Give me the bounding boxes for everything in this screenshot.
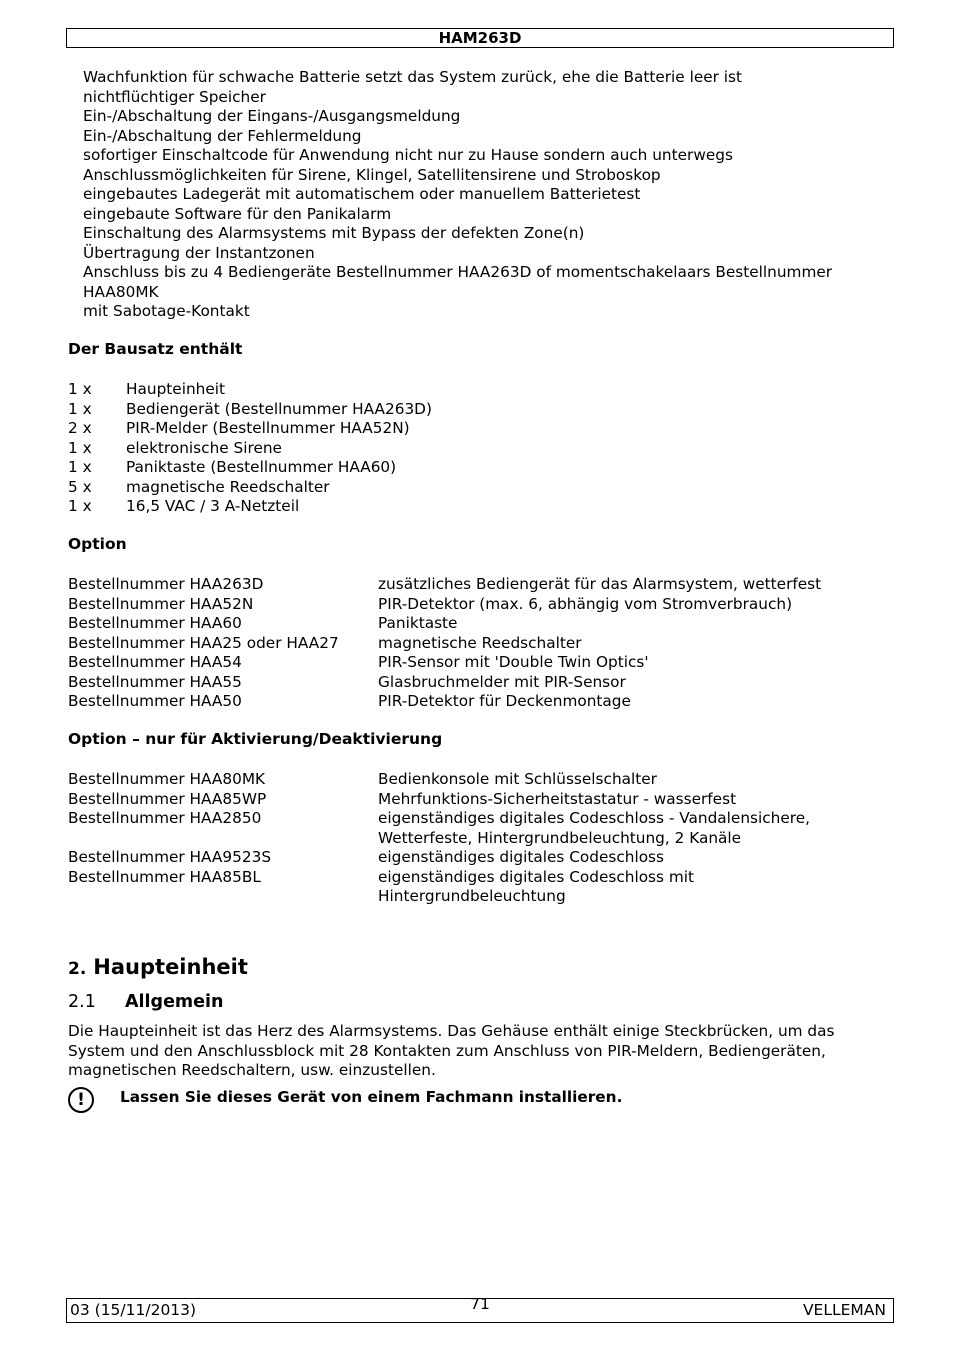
subsection-number: 2.1 <box>68 992 96 1012</box>
option-desc: Mehrfunktions-Sicherheitstastatur - wasserfest <box>378 789 737 808</box>
feature-line: mit Sabotage-Kontakt <box>83 302 250 320</box>
feature-line: Ein-/Abschaltung der Fehlermeldung <box>83 126 362 145</box>
option-code: Bestellnummer HAA55 <box>68 672 242 691</box>
page-number: 71 <box>470 1295 490 1313</box>
option-table <box>68 575 868 712</box>
kit-qty: 2 x <box>68 419 92 437</box>
option-desc: eigenständiges digitales Codeschloss mit Hintergrundbeleuchtung <box>378 867 695 905</box>
section-heading <box>68 953 248 983</box>
option-row <box>68 634 868 654</box>
feature-line: Anschlussmöglichkeiten für Sirene, Klingel, Satellitensirene und Stroboskop <box>83 165 661 184</box>
option-desc: PIR-Sensor mit 'Double Twin Optics' <box>378 653 649 671</box>
body-paragraph: Die Haupteinheit ist das Herz des Alarmsystems. Das Gehäuse enthält einige Steckbrücken, um das System und den Anschlussblock mit 28 Kontakten zum Anschluss von PIR-Meldern, Bediengeräten, magnetischen Reedschaltern, usw. einzustellen. <box>68 1022 835 1079</box>
page-footer <box>66 1295 894 1323</box>
option-row <box>68 790 868 810</box>
kit-item <box>68 439 432 459</box>
option-row <box>68 595 868 615</box>
feature-line: Ein-/Abschaltung der Eingans-/Ausgangsmeldung <box>83 107 461 125</box>
option-code: Bestellnummer HAA54 <box>68 653 242 671</box>
kit-qty: 1 x <box>68 458 92 476</box>
feature-line: eingebaute Software für den Panikalarm <box>83 204 392 223</box>
feature-line: sofortiger Einschaltcode für Anwendung nicht nur zu Hause sondern auch unterwegs <box>83 146 733 164</box>
feature-line: Einschaltung des Alarmsystems mit Bypass der defekten Zone(n) <box>83 224 585 242</box>
kit-item <box>68 458 432 478</box>
feature-line: Übertragung der Instantzonen <box>83 243 315 262</box>
option-row <box>68 809 868 848</box>
kit-item <box>68 497 432 517</box>
option-desc: zusätzliches Bediengerät für das Alarmsystem, wetterfest <box>378 575 822 593</box>
option-row <box>68 770 868 790</box>
kit-item <box>68 400 432 420</box>
feature-line: Wachfunktion für schwache Batterie setzt das System zurück, ehe die Batterie leer ist <box>83 68 743 86</box>
option-desc: Bedienkonsole mit Schlüsselschalter <box>378 770 657 788</box>
option-row <box>68 614 868 634</box>
option-desc: PIR-Detektor für Deckenmontage <box>378 692 631 710</box>
kit-item <box>68 478 432 498</box>
feature-line: nichtflüchtiger Speicher <box>83 87 266 106</box>
kit-label: magnetische Reedschalter <box>126 477 330 496</box>
option-row <box>68 692 868 712</box>
option-code: Bestellnummer HAA60 <box>68 614 242 632</box>
kit-heading: Der Bausatz enthält <box>68 340 243 358</box>
option-code: Bestellnummer HAA25 oder HAA27 <box>68 633 339 652</box>
kit-qty: 1 x <box>68 399 92 418</box>
warning-text: Lassen Sie dieses Gerät von einem Fachmann installieren. <box>120 1088 623 1106</box>
option-code: Bestellnummer HAA263D <box>68 575 264 593</box>
footer-brand: VELLEMAN <box>802 1301 886 1319</box>
option-row <box>68 868 868 907</box>
kit-label: 16,5 VAC / 3 A-Netzteil <box>126 497 300 515</box>
kit-item <box>68 419 432 439</box>
kit-label: elektronische Sirene <box>126 438 282 457</box>
option-activation-table <box>68 770 868 907</box>
option-code: Bestellnummer HAA50 <box>68 692 242 710</box>
option-row <box>68 575 868 595</box>
option-code: Bestellnummer HAA2850 <box>68 809 262 827</box>
page-header <box>66 28 894 48</box>
feature-list <box>83 68 883 322</box>
option-desc: magnetische Reedschalter <box>378 633 582 652</box>
feature-line: HAA80MK <box>83 282 159 301</box>
kit-item <box>68 380 432 400</box>
kit-label: Bediengerät (Bestellnummer HAA263D) <box>126 399 432 418</box>
feature-line: Anschluss bis zu 4 Bediengeräte Bestellnummer HAA263D of momentschakelaars Bestellnummer <box>83 263 833 281</box>
option-desc: eigenständiges digitales Codeschloss - Vandalensichere, Wetterfeste, Hintergrundbeleuchtung, 2 Kanäle <box>378 809 810 847</box>
warning-icon: ! <box>68 1087 94 1113</box>
kit-qty: 5 x <box>68 477 92 496</box>
option-row <box>68 848 868 868</box>
kit-label: Paniktaste (Bestellnummer HAA60) <box>126 458 397 476</box>
section-number: 2. <box>68 959 87 979</box>
option-row <box>68 673 868 693</box>
kit-qty: 1 x <box>68 380 92 398</box>
kit-label: PIR-Melder (Bestellnummer HAA52N) <box>126 419 410 437</box>
subsection-title: Allgemein <box>125 992 224 1012</box>
option-code: Bestellnummer HAA52N <box>68 594 254 613</box>
section-title: Haupteinheit <box>93 955 248 979</box>
option-activation-heading: Option – nur für Aktivierung/Deaktivierung <box>68 730 443 748</box>
option-desc: Paniktaste <box>378 614 458 632</box>
option-desc: PIR-Detektor (max. 6, abhängig vom Stromverbrauch) <box>378 594 793 613</box>
option-code: Bestellnummer HAA9523S <box>68 848 272 866</box>
option-desc: Glasbruchmelder mit PIR-Sensor <box>378 672 626 691</box>
feature-line: eingebautes Ladegerät mit automatischem oder manuellem Batterietest <box>83 185 641 203</box>
option-desc: eigenständiges digitales Codeschloss <box>378 848 664 866</box>
option-heading: Option <box>68 535 127 553</box>
kit-list <box>68 380 432 517</box>
kit-label: Haupteinheit <box>126 380 225 398</box>
option-row <box>68 653 868 673</box>
option-code: Bestellnummer HAA85BL <box>68 867 261 886</box>
option-code: Bestellnummer HAA80MK <box>68 770 266 788</box>
footer-version: 03 (15/11/2013) <box>70 1301 197 1319</box>
model-name: HAM263D <box>438 29 522 47</box>
kit-qty: 1 x <box>68 497 92 515</box>
subsection-heading <box>68 990 224 1014</box>
kit-qty: 1 x <box>68 438 92 457</box>
option-code: Bestellnummer HAA85WP <box>68 789 267 808</box>
